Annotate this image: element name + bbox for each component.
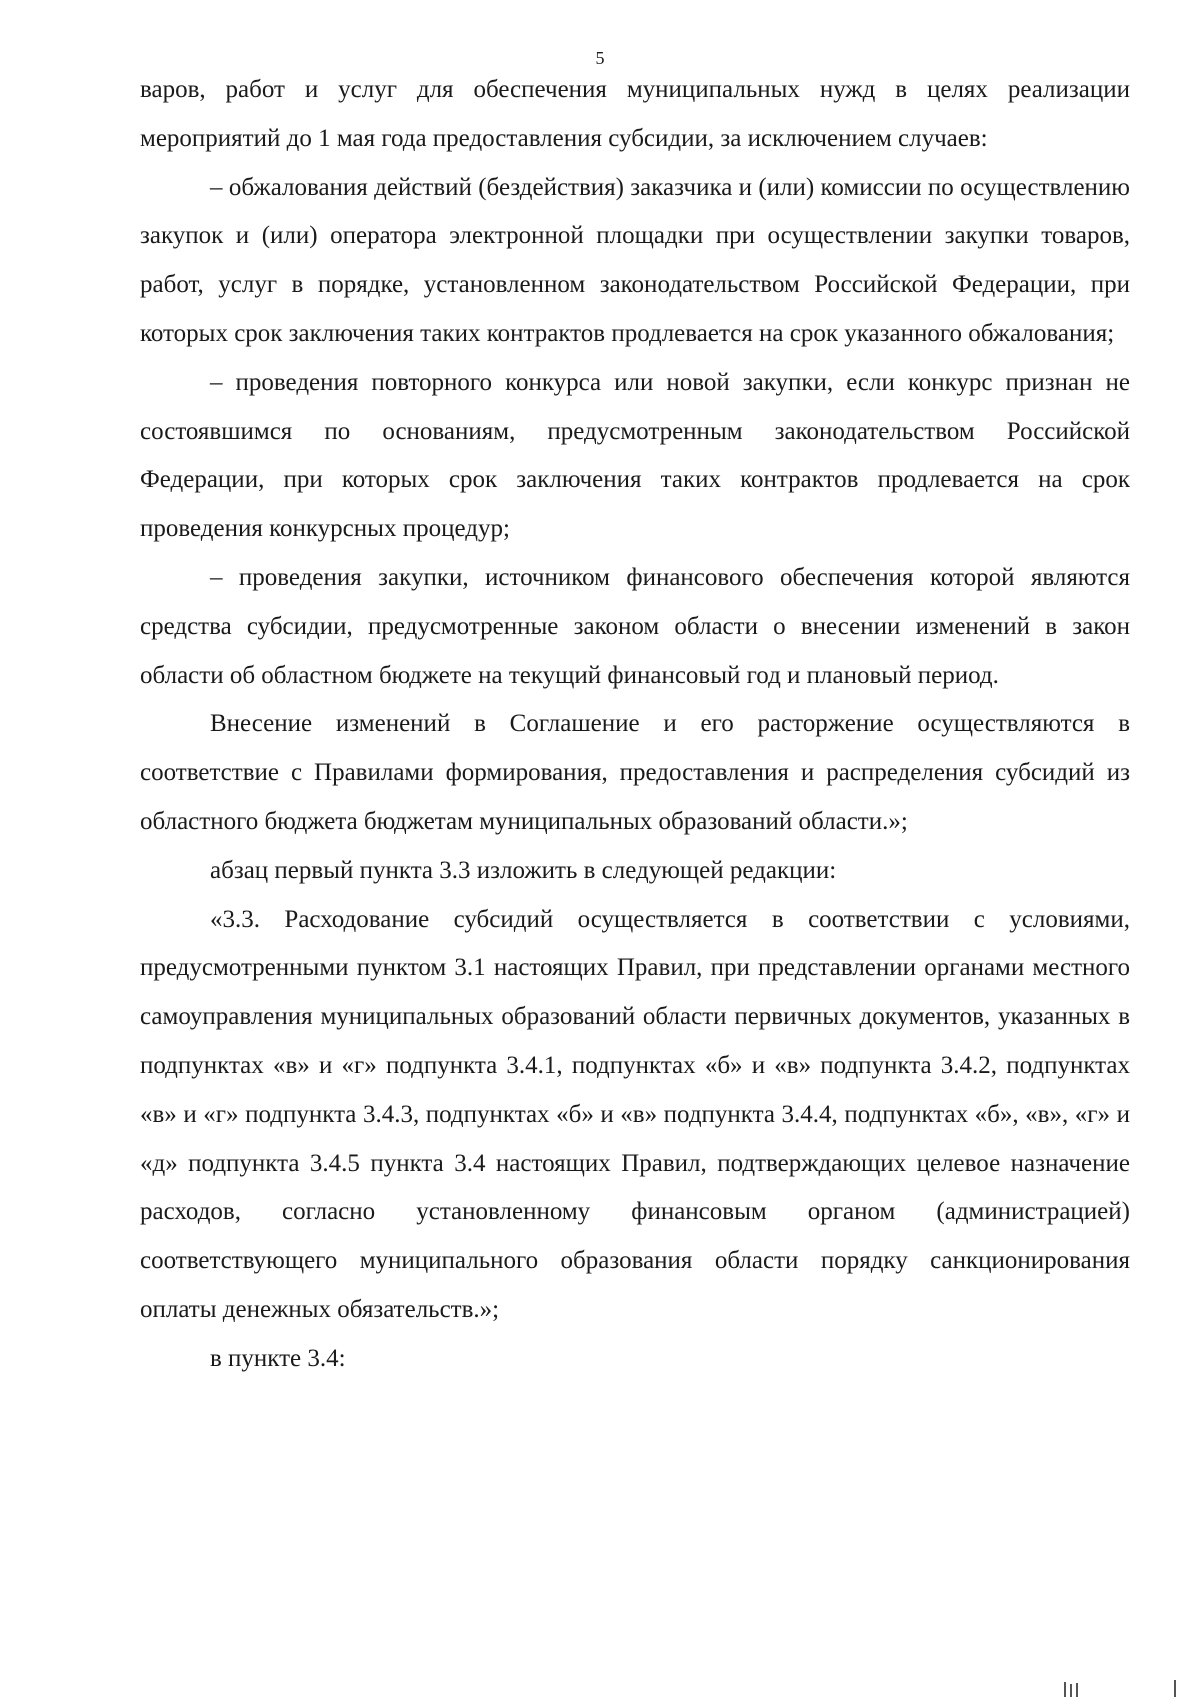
page-number: 5 bbox=[595, 48, 605, 68]
paragraph-clause-3-4: в пункте 3.4: bbox=[210, 1344, 346, 1372]
paragraph-agreement-changes: Внесение изменений в Соглашение и его расторжение осуществляются в соответствие с Правилами формирования, предоставления и распределения субсидий из областного бюджета бюджетам муниципальных образований области.»; bbox=[140, 710, 1130, 835]
scan-artifact-mark bbox=[1174, 1680, 1176, 1697]
body-text bbox=[140, 66, 1130, 1384]
paragraph-exception-appeal: – обжалования действий (бездействия) заказчика и (или) комиссии по осуществлению закупок и (или) оператора электронной площадки при осуществлении закупки товаров, работ, услуг в порядке, установленном законодательством Российской Федерации, при которых срок заключения таких контрактов продлевается на срок указанного обжалования; bbox=[140, 173, 1130, 347]
paragraph-clause-3-3: «3.3. Расходование субсидий осуществляется в соответствии с условиями, предусмотренными пунктом 3.1 настоящих Правил, при представлении органами местного самоуправления муниципальных образований области первичных документов, указанных в подпунктах «в» и «г» подпункта 3.4.1, подпунктах «б» и «в» подпункта 3.4.2, подпунктах «в» и «г» подпункта 3.4.3, подпунктах «б» и «в» подпункта 3.4.4, подпунктах «б», «в», «г» и «д» подпункта 3.4.5 пункта 3.4 настоящих Правил, подтверждающих целевое назначение расходов, согласно установленному финансовым органом (администрацией) соответствующего муниципального образования области порядку санкционирования оплаты денежных обязательств.»; bbox=[140, 905, 1130, 1323]
scan-artifact-mark bbox=[1064, 1682, 1066, 1697]
paragraph-exception-procurement: – проведения закупки, источником финансового обеспечения которой являются средства субсидии, предусмотренные законом области о внесении изменений в закон области об областном бюджете на текущий финансовый год и плановый период. bbox=[140, 563, 1130, 689]
paragraph-amendment-intro: абзац первый пункта 3.3 изложить в следующей редакции: bbox=[210, 856, 837, 884]
scan-artifact-mark bbox=[1070, 1684, 1072, 1697]
paragraph-exception-repeat-tender: – проведения повторного конкурса или новой закупки, если конкурс признан не состоявшимся по основаниям, предусмотренным законодательством Российской Федерации, при которых срок заключения таких контрактов продлевается на срок проведения конкурсных процедур; bbox=[140, 368, 1130, 543]
paragraph-continuation: варов, работ и услуг для обеспечения муниципальных нужд в целях реализации мероприятий до 1 мая года предоставления субсидии, за исключением случаев: bbox=[140, 76, 1130, 152]
scan-artifact-mark bbox=[1076, 1683, 1078, 1697]
